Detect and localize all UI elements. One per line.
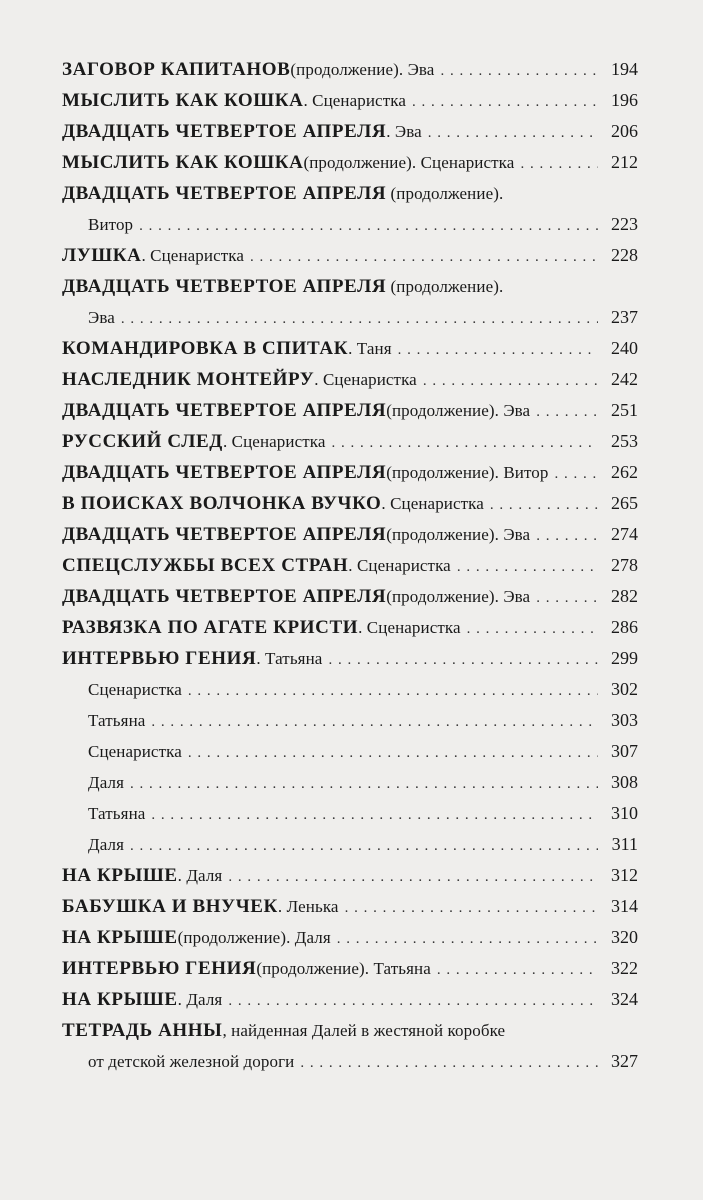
chapter-title: ИНТЕРВЬЮ ГЕНИЯ <box>62 958 257 979</box>
page-number: 251 <box>611 400 638 420</box>
dot-leader <box>300 1048 598 1079</box>
chapter-subtitle: . Сценаристка <box>222 432 326 451</box>
chapter-subtitle: (продолжение). Эва <box>386 401 531 420</box>
toc-entry <box>62 457 638 488</box>
toc-entry <box>62 364 638 395</box>
toc-entry <box>62 581 638 612</box>
chapter-subtitle: (продолжение). Эва <box>386 525 531 544</box>
page-number: 196 <box>611 90 638 110</box>
chapter-title: МЫСЛИТЬ КАК КОШКА <box>62 90 304 111</box>
dot-leader <box>520 149 598 180</box>
chapter-narrator: Витор <box>88 215 134 234</box>
toc-subentry <box>62 798 638 829</box>
page-number: 314 <box>611 896 638 916</box>
page-number: 223 <box>611 214 638 234</box>
page-number: 242 <box>611 369 638 389</box>
chapter-title: СПЕЦСЛУЖБЫ ВСЕХ СТРАН <box>62 555 349 576</box>
toc-entry <box>62 85 638 116</box>
toc-entry <box>62 891 638 922</box>
page-number: 307 <box>611 741 638 761</box>
chapter-title: ЗАГОВОР КАПИТАНОВ <box>62 59 291 80</box>
toc-entry <box>62 395 638 426</box>
chapter-title: ДВАДЦАТЬ ЧЕТВЕРТОЕ АПРЕЛЯ <box>62 400 387 421</box>
toc-entry <box>62 643 638 674</box>
chapter-narrator: от детской железной дороги <box>88 1052 295 1071</box>
chapter-title: РАЗВЯЗКА ПО АГАТЕ КРИСТИ <box>62 617 359 638</box>
table-of-contents <box>62 54 638 1077</box>
chapter-subtitle: (продолжение). Эва <box>290 60 435 79</box>
chapter-subtitle: . Сценаристка <box>314 370 417 389</box>
chapter-subtitle: (продолжение). <box>386 184 504 203</box>
page-number: 253 <box>611 431 638 451</box>
chapter-title: ДВАДЦАТЬ ЧЕТВЕРТОЕ АПРЕЛЯ <box>62 183 387 204</box>
toc-entry <box>62 550 638 581</box>
chapter-title: ДВАДЦАТЬ ЧЕТВЕРТОЕ АПРЕЛЯ <box>62 524 387 545</box>
page-number: 206 <box>611 121 638 141</box>
dot-leader <box>121 304 598 335</box>
page-number: 228 <box>611 245 638 265</box>
chapter-title: НА КРЫШЕ <box>62 989 178 1010</box>
chapter-subtitle: . Татьяна <box>256 649 323 668</box>
toc-entry <box>62 612 638 643</box>
chapter-title: ДВАДЦАТЬ ЧЕТВЕРТОЕ АПРЕЛЯ <box>62 586 387 607</box>
chapter-subtitle: , найденная Далей в жестяной коробке <box>222 1021 506 1040</box>
chapter-title: БАБУШКА И ВНУЧЕК <box>62 896 278 917</box>
toc-entry <box>62 54 638 85</box>
chapter-title: НАСЛЕДНИК МОНТЕЙРУ <box>62 369 315 390</box>
toc-subentry <box>62 767 638 798</box>
dot-leader <box>423 366 598 397</box>
dot-leader <box>457 552 598 583</box>
toc-entry-continuation <box>62 1046 638 1077</box>
chapter-title: МЫСЛИТЬ КАК КОШКА <box>62 152 304 173</box>
dot-leader <box>250 242 598 273</box>
dot-leader <box>130 769 598 800</box>
dot-leader <box>228 986 598 1017</box>
page-number: 240 <box>611 338 638 358</box>
page-number: 286 <box>611 617 638 637</box>
dot-leader <box>536 521 598 552</box>
chapter-subtitle: (продолжение). Сценаристка <box>303 153 515 172</box>
toc-entry <box>62 488 638 519</box>
page-number: 274 <box>611 524 638 544</box>
toc-entry <box>62 922 638 953</box>
page-number: 327 <box>611 1051 638 1071</box>
dot-leader <box>440 56 598 87</box>
dot-leader <box>398 335 598 366</box>
dot-leader <box>151 800 598 831</box>
subentry-narrator: Татьяна <box>88 804 146 823</box>
page-number: 194 <box>611 59 638 79</box>
toc-entry <box>62 333 638 364</box>
toc-entry <box>62 953 638 984</box>
chapter-subtitle: . Эва <box>386 122 422 141</box>
chapter-subtitle: . Сценаристка <box>348 556 451 575</box>
chapter-title: НА КРЫШЕ <box>62 865 178 886</box>
chapter-title: НА КРЫШЕ <box>62 927 178 948</box>
toc-entry <box>62 984 638 1015</box>
page-number: 212 <box>611 152 638 172</box>
dot-leader <box>437 955 598 986</box>
chapter-title: ДВАДЦАТЬ ЧЕТВЕРТОЕ АПРЕЛЯ <box>62 276 387 297</box>
chapter-subtitle: . Сценаристка <box>358 618 461 637</box>
chapter-subtitle: . Даля <box>177 866 223 885</box>
chapter-title: ДВАДЦАТЬ ЧЕТВЕРТОЕ АПРЕЛЯ <box>62 121 387 142</box>
dot-leader <box>151 707 598 738</box>
toc-entry <box>62 860 638 891</box>
chapter-subtitle: . Даля <box>177 990 223 1009</box>
toc-subentry <box>62 736 638 767</box>
toc-entry-heading <box>62 271 638 302</box>
dot-leader <box>345 893 598 924</box>
dot-leader <box>428 118 598 149</box>
dot-leader <box>412 87 598 118</box>
chapter-subtitle: . Таня <box>348 339 392 358</box>
dot-leader <box>130 831 598 862</box>
chapter-subtitle: (продолжение). Витор <box>386 463 549 482</box>
dot-leader <box>328 645 598 676</box>
subentry-narrator: Даля <box>88 835 124 854</box>
chapter-title: В ПОИСКАХ ВОЛЧОНКА ВУЧКО <box>62 493 382 514</box>
dot-leader <box>536 583 598 614</box>
toc-entry-continuation <box>62 209 638 240</box>
page-number: 237 <box>611 307 638 327</box>
chapter-narrator: Эва <box>88 308 115 327</box>
page-number: 324 <box>611 989 638 1009</box>
subentry-narrator: Даля <box>88 773 124 792</box>
page-number: 311 <box>611 834 638 854</box>
chapter-title: ЛУШКА <box>62 245 142 266</box>
chapter-subtitle: . Ленька <box>277 897 339 916</box>
page-number: 308 <box>611 772 638 792</box>
subentry-narrator: Татьяна <box>88 711 146 730</box>
page-number: 322 <box>611 958 638 978</box>
chapter-subtitle: . Сценаристка <box>141 246 245 265</box>
page-number: 262 <box>611 462 638 482</box>
dot-leader <box>188 676 598 707</box>
subentry-narrator: Сценаристка <box>88 742 182 761</box>
page-number: 303 <box>611 710 638 730</box>
dot-leader <box>490 490 598 521</box>
chapter-title: ИНТЕРВЬЮ ГЕНИЯ <box>62 648 257 669</box>
chapter-subtitle: (продолжение). Даля <box>177 928 331 947</box>
toc-entry <box>62 426 638 457</box>
toc-entry <box>62 147 638 178</box>
chapter-title: КОМАНДИРОВКА В СПИТАК <box>62 338 349 359</box>
dot-leader <box>536 397 598 428</box>
page-number: 302 <box>611 679 638 699</box>
page-number: 278 <box>611 555 638 575</box>
chapter-subtitle: (продолжение). Эва <box>386 587 531 606</box>
chapter-title: РУССКИЙ СЛЕД <box>62 431 223 452</box>
dot-leader <box>139 211 598 242</box>
page-number: 320 <box>611 927 638 947</box>
toc-entry <box>62 116 638 147</box>
toc-subentry <box>62 705 638 736</box>
toc-entry-heading <box>62 1015 638 1046</box>
page-number: 312 <box>611 865 638 885</box>
page-number: 299 <box>611 648 638 668</box>
page-number: 282 <box>611 586 638 606</box>
page-number: 265 <box>611 493 638 513</box>
dot-leader <box>188 738 598 769</box>
dot-leader <box>554 459 598 490</box>
toc-subentry <box>62 829 638 860</box>
toc-entry-heading <box>62 178 638 209</box>
chapter-title: ТЕТРАДЬ АННЫ <box>62 1020 223 1041</box>
chapter-subtitle: (продолжение). Татьяна <box>256 959 431 978</box>
chapter-title: ДВАДЦАТЬ ЧЕТВЕРТОЕ АПРЕЛЯ <box>62 462 387 483</box>
chapter-subtitle: . Сценаристка <box>303 91 406 110</box>
dot-leader <box>337 924 598 955</box>
chapter-subtitle: (продолжение). <box>386 277 504 296</box>
dot-leader <box>228 862 598 893</box>
dot-leader <box>332 428 598 459</box>
toc-subentry <box>62 674 638 705</box>
chapter-subtitle: . Сценаристка <box>381 494 484 513</box>
toc-entry-continuation <box>62 302 638 333</box>
page-number: 310 <box>611 803 638 823</box>
dot-leader <box>467 614 598 645</box>
subentry-narrator: Сценаристка <box>88 680 182 699</box>
toc-entry <box>62 240 638 271</box>
toc-entry <box>62 519 638 550</box>
